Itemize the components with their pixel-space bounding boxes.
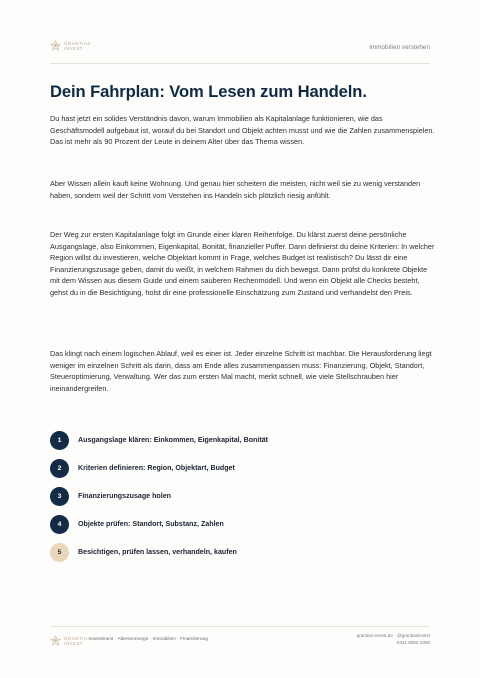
brand-subname: INVEST xyxy=(64,45,83,51)
step-label: Kriterien definieren: Region, Objektart, Budget xyxy=(78,464,235,472)
footer-brand-subname: INVEST xyxy=(64,640,83,646)
footer-contact-web[interactable]: grantias-invest.de · @grantiasinvest xyxy=(356,633,430,638)
step-label: Ausgangslage klären: Einkommen, Eigenkapital, Bonität xyxy=(78,436,268,444)
step-item xyxy=(50,426,430,454)
step-label: Objekte prüfen: Standort, Substanz, Zahlen xyxy=(78,520,224,528)
page-title: Dein Fahrplan: Vom Lesen zum Handeln. xyxy=(50,82,367,101)
paragraph-3: Der Weg zur ersten Kapitalanlage folgt im Grunde einer klaren Reihenfolge. Du klärst zuerst deine persönliche Ausgangslage, also Einkommen, Eigenkapital, Bonität, finanzieller Puffer. Dann definierst du deine Kriterien: In welcher Region willst du investieren, welche Objektart kommt in Frage, welches Budget ist realistisch? Du lässt dir eine Finanzierungszusage geben, damit du weißt, in welchem Rahmen du dich bewegst. Dann prüfst du konkrete Objekte mit dem Wissen aus diesem Guide und einem sauberen Rechenmodell. Und wenn ein Objekt alle Checks besteht, gehst du in die Besichtigung, holst dir eine professionelle Einschätzung zum Zustand und verhandelst den Preis. xyxy=(50,230,435,297)
footer-contact xyxy=(357,633,430,646)
logo-emblem-icon xyxy=(50,40,61,51)
footer-contact-phone[interactable]: 0431 8858 3368 xyxy=(396,639,430,645)
section-label: Immobilien verstehen xyxy=(369,44,430,51)
step-label: Finanzierungszusage holen xyxy=(78,492,172,500)
step-label: Besichtigen, prüfen lassen, verhandeln, kaufen xyxy=(78,548,237,556)
step-item xyxy=(50,454,430,482)
paragraph-1: Du hast jetzt ein solides Verständnis davon, warum Immobilien als Kapitalanlage funktionieren, wie das Geschäftsmodell aufgebaut ist, worauf du bei Standort und Objekt achten musst und wie die Zahlen zusammenspielen. Das ist mehr als 90 Prozent der Leute in deinem Alter über das Thema wissen. xyxy=(50,114,435,147)
step-item xyxy=(50,482,430,510)
paragraph-2: Aber Wissen allein kauft keine Wohnung. Und genau hier scheitern die meisten, nicht weil sie zu wenig verstanden haben, sondern weil der Schritt vom Verstehen ins Handeln sich plötzlich riesig anfühlt. xyxy=(50,179,421,200)
paragraph-4: Das klingt nach einem logischen Ablauf, weil es einer ist. Jeder einzelne Schritt ist machbar. Die Herausforderung liegt weniger im einzelnen Schritt als darin, dass am Ende alles zusammenpassen muss: Finanzierung, Objekt, Standort, Steueroptimierung, Verwaltung. Wer das zum ersten Mal macht, merkt schnell, wie viele Stellschrauben hier ineinandergreifen. xyxy=(50,349,432,393)
step-number-badge: 4 xyxy=(50,515,69,534)
brand-logo xyxy=(50,40,91,51)
page-header xyxy=(50,40,430,64)
page-footer xyxy=(50,626,430,652)
footer-brand-name: GRANTIAS xyxy=(64,635,91,641)
step-number-badge: 1 xyxy=(50,431,69,450)
footer-tagline: Investment · Altersvorsorge · Immobilien · Finanzierung xyxy=(90,637,208,642)
step-number-badge: 2 xyxy=(50,459,69,478)
step-number-badge: 5 xyxy=(50,543,69,562)
step-item xyxy=(50,510,430,538)
steps-list xyxy=(50,426,430,566)
logo-emblem-icon xyxy=(50,635,61,646)
step-number-badge: 3 xyxy=(50,487,69,506)
footer-logo xyxy=(50,635,91,646)
step-item xyxy=(50,538,430,566)
brand-name: GRANTIAS xyxy=(64,40,91,46)
